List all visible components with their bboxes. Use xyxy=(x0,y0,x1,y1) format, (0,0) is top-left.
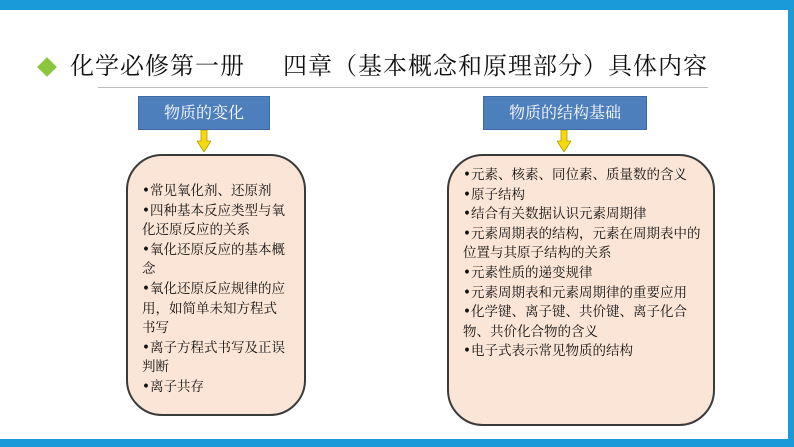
down-arrow-icon xyxy=(197,130,211,152)
list-item: •氧化还原反应的基本概念 xyxy=(142,241,285,278)
list-item: •电子式表示常见物质的结构 xyxy=(463,343,633,360)
down-arrow-icon xyxy=(557,130,571,152)
list-item: •常见氧化剂、还原剂 xyxy=(142,183,272,199)
bottom-accent-bar xyxy=(0,439,794,447)
list-item: •原子结构 xyxy=(463,186,525,203)
title-underline xyxy=(98,87,708,88)
list-item: •元素周期表和元素周期律的重要应用 xyxy=(463,284,687,301)
list-item: •化学键、离子键、共价键、离子化合物、共价化合物的含义 xyxy=(463,304,687,340)
slide-title xyxy=(70,46,708,81)
list-item: •元素周期表的结构，元素在周期表中的位置与其原子结构的关系 xyxy=(463,225,701,262)
list-item: •元素性质的递变规律 xyxy=(463,264,593,281)
right-accent-bar xyxy=(788,10,794,447)
top-accent-bar xyxy=(0,0,794,10)
list-item: •氧化还原反应规律的应用，如简单未知方程式书写 xyxy=(142,280,285,337)
list-item: •结合有关数据认识元素周期律 xyxy=(463,206,647,223)
list-item: •离子方程式书写及正误判断 xyxy=(142,339,285,376)
right-panel-header: 物质的结构基础 xyxy=(483,96,647,130)
title-part2: 四章（基本概念和原理部分）具体内容 xyxy=(283,52,708,80)
list-item: •元素、核素、同位素、质量数的含义 xyxy=(463,167,687,183)
left-panel-header: 物质的变化 xyxy=(138,96,270,130)
right-panel-content xyxy=(447,154,715,426)
list-item: •离子共存 xyxy=(142,378,204,395)
list-item: •四种基本反应类型与氧化还原反应的关系 xyxy=(142,202,285,239)
title-part1: 化学必修第一册 xyxy=(70,52,245,80)
left-panel-content xyxy=(126,154,306,416)
diamond-bullet-icon xyxy=(37,57,57,77)
